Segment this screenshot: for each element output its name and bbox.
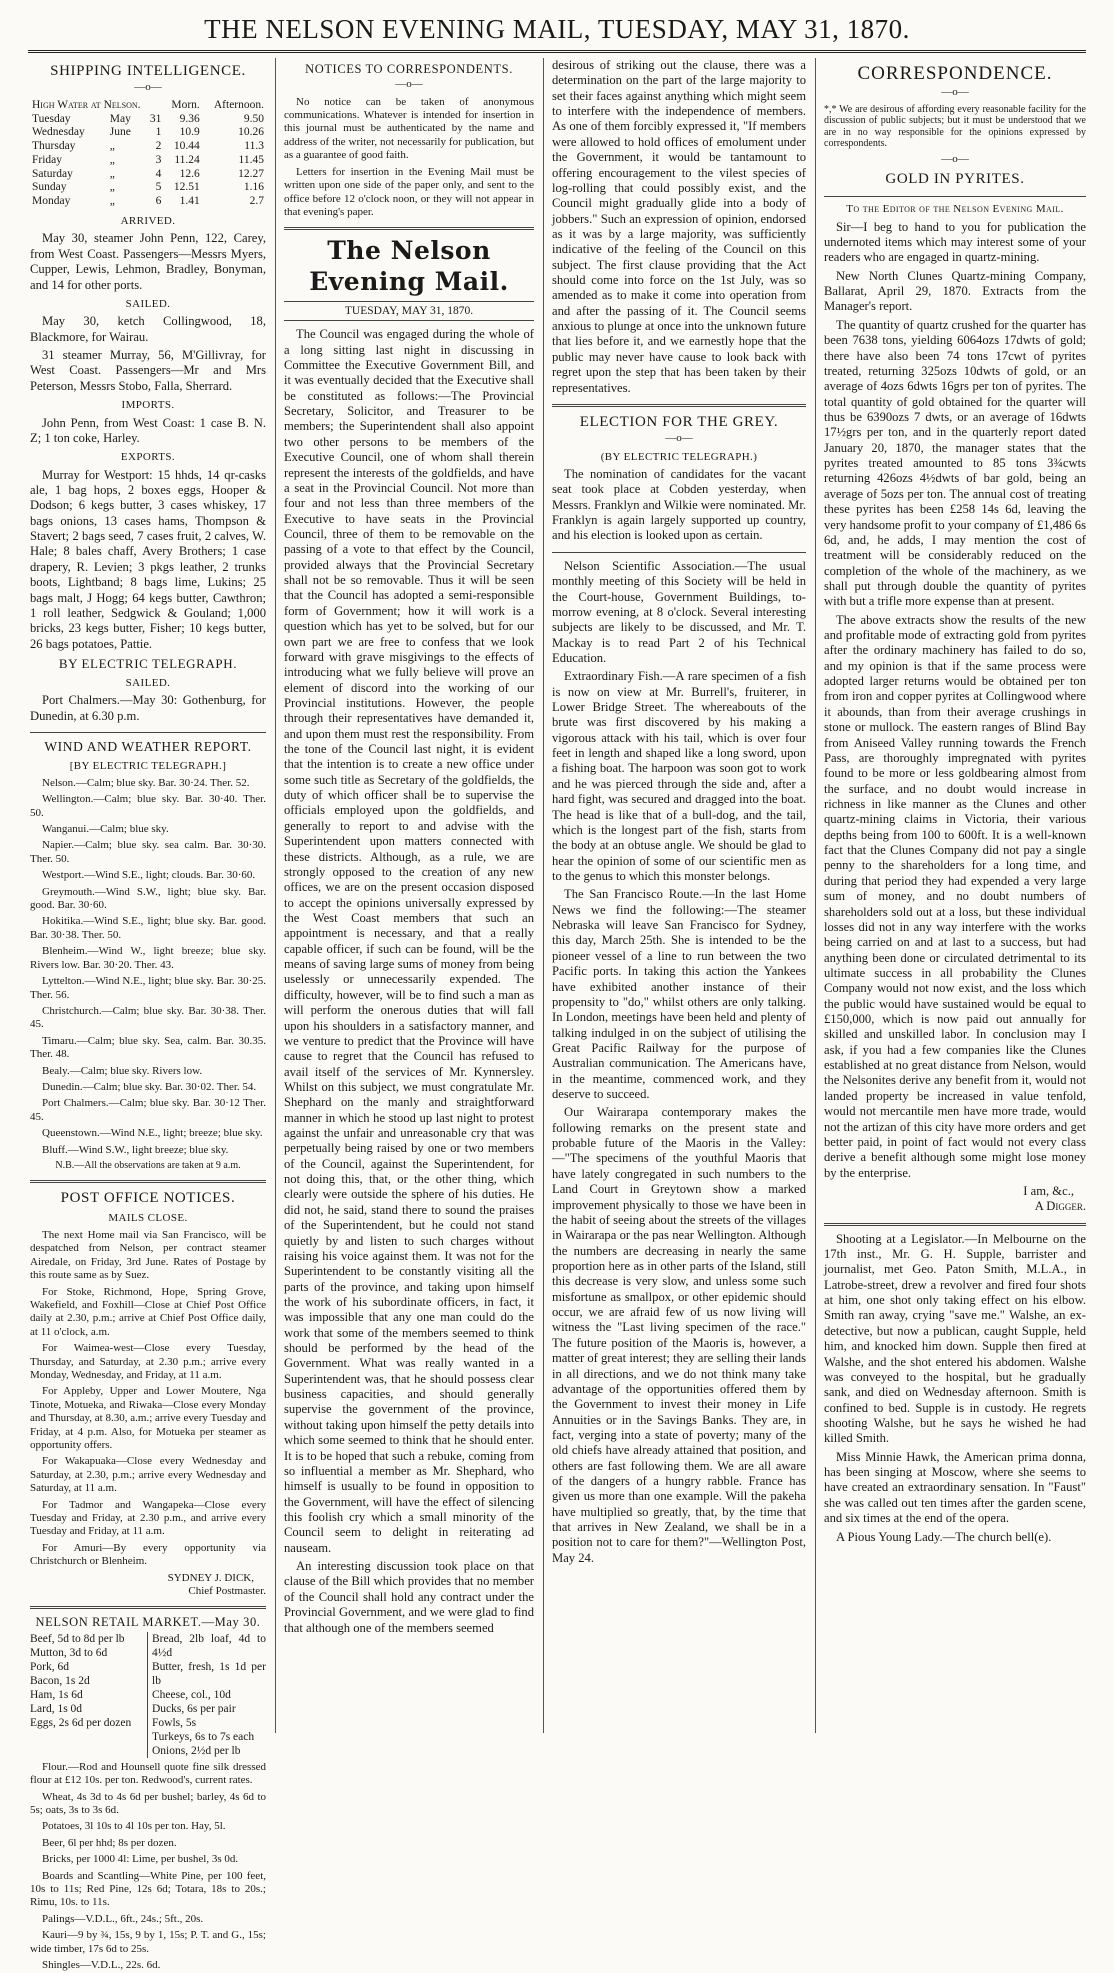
telegraph-sailed-heading: SAILED. xyxy=(125,676,171,689)
letter-paragraph: The quantity of quartz crushed for the quarter has been 7638 tons, yielding 6064ozs 17dwts of gold; there have also been 74 tons 17cwt of pyrites treated, returning 325ozs 10dwts of gold, or an average of 4ozs 6dwts 16grs per ton of pyrites. The total quantity of gold obtained for the quarter will thus be 6390ozs 7 dwts, or an average of 16dwts 17½grs per ton, and in the quarterly report dated January 20, 1870, the manager states that the pyrites treated amounted to 85 tons 3¾cwts returning 426ozs 4½dwts of bar gold, being an average of 5ozs per ton. The annual cost of treating these pyrites has been £258 14s 6d, leaving the very handsome profit to your company of £1,486 6s 6d, and, he adds, I may mention the cost of treatment will be considerably reduced on the completion of the whole of the machinery, as we shall put through double the quantity of pyrites with but a trifle more expense than at present. xyxy=(824,317,1086,609)
post-office-item: For Appleby, Upper and Lower Moutere, Nga Tinote, Motueka, and Riwaka—Close every Monday and Thursday, at 8.30, a.m.; arrive every Tuesday and Friday, at 4 p.m. Also, for Motueka per steamer as opportunity offers. xyxy=(30,1385,266,1451)
tide-row: Monday „ 6 1.41 2.7 xyxy=(32,195,264,208)
exports-text: Murray for Westport: 15 hhds, 14 qr-casks ale, 1 bag hops, 2 boxes eggs, Hooper & Dodson; 6 kegs butter, 3 cases whiskey, 17 bags onions, 13 cases hams, Thompson & Stavert; 2 bags seed, 7 cases fruit, 2 calves, W. Hale; 8 bales chaff, Avery Brothers; 1 case drapery, R. Levien; 3 pkgs leather, 2 trunks boots, Lightband; 8 bags lime, Lukins; 25 bags malt, J Hogg; 64 kegs butter, Cawthron; 1 roll leather, Sedgwick & Gouland; 1,000 bricks, 23 kegs butter, Fisher; 10 kegs butter, 26 bags potatoes, Pattie. xyxy=(30,467,266,651)
notice-paragraph: Letters for insertion in the Evening Mail must be written upon one side of the paper only, and sent to the office before 12 o'clock noon, or they will not appear in that evening's paper. xyxy=(284,165,534,218)
section-rule xyxy=(552,404,806,407)
tide-row: Tuesday May 31 9.36 9.50 xyxy=(32,112,264,125)
weather-report: Wellington.—Calm; blue sky. Bar. 30·40. Ther. 50. xyxy=(30,793,266,819)
exports-heading: EXPORTS. xyxy=(120,451,176,464)
news-item: Miss Minnie Hawk, the American prima donna, has been singing at Moscow, where she seems to have created an extraordinary sensation. In "Faust" she was called out ten times after the garden scene, and six times at the end of the opera. xyxy=(824,1449,1086,1526)
column-3 xyxy=(552,58,806,1733)
column-2 xyxy=(284,58,534,1733)
post-office-intro: The next Home mail via San Francisco, will be despatched from Nelson, per contract steamer Airedale, on Friday, 3rd June. Rates of Postage by this route same as by Suez. xyxy=(30,1228,266,1282)
ornament: —o— xyxy=(941,152,969,165)
shipping-heading: SHIPPING INTELLIGENCE. xyxy=(50,63,246,79)
market-note: Wheat, 4s 3d to 4s 6d per bushel; barley, 4s 6d to 5s; oats, 3s to 3s 6d. xyxy=(30,1790,266,1817)
ornament: —o— xyxy=(665,432,693,445)
tide-table xyxy=(30,99,266,209)
weather-report: Bluff.—Wind S.W., light breeze; blue sky. xyxy=(42,1143,229,1156)
post-office-item: For Tadmor and Wangapeka—Close every Tuesday and Friday, at 2.30 p.m., and arrive every Tuesday and Friday, at 11 a.m. xyxy=(30,1498,266,1538)
news-item: Extraordinary Fish.—A rare specimen of a fish is now on view at Mr. Burrell's, fruiterer, in Lower Bridge Street. The whereabouts of the brute was first discovered by his making a vigorous attack with his tail, which is over four feet in length and shaped like a long sword, upon a fishing boat. The harpoon was soon got to work and he was pierced through the side and, after a hard fight, was secured and dragged into the boat. The head is like that of a bull-dog, and the tail, which is the longest part of the fish, starts from the body at an obtuse angle. We should be glad to hear the opinion of some of our scientific men as to the genus to which this monster belongs. xyxy=(552,669,806,883)
section-rule xyxy=(552,552,806,553)
weather-report: Port Chalmers.—Calm; blue sky. Bar. 30·12 Ther. 45. xyxy=(30,1097,266,1123)
correspondence-notice: *,* We are desirous of affording every reasonable facility for the discussion of public subjects; but it must be understood that we are in no way responsible for the opinions expressed by correspondents. xyxy=(824,103,1086,150)
tide-header: Afternoon. xyxy=(213,98,264,111)
weather-heading: WIND AND WEATHER REPORT. xyxy=(44,738,252,754)
market-note: Flour.—Rod and Hounsell quote fine silk dressed flour at £12 10s. per ton. Redwood's, current rates. xyxy=(30,1760,266,1787)
letter-paragraph: New North Clunes Quartz-mining Company, Ballarat, April 29, 1870. Extracts from the Manager's report. xyxy=(824,268,1086,314)
letter-heading: GOLD IN PYRITES. xyxy=(885,170,1025,187)
masthead: THE NELSON EVENING MAIL, TUESDAY, MAY 31, 1870. xyxy=(204,14,910,44)
section-rule xyxy=(824,1223,1086,1226)
weather-report: Lyttelton.—Wind N.E., light; blue sky. Bar. 30·25. Ther. 56. xyxy=(30,975,266,1001)
editorial-paragraph: An interesting discussion took place on that clause of the Bill which provides that no member of the Council shall hold any contract under the Provincial Government, and we were glad to find that although one of the members seemed xyxy=(284,1559,534,1635)
post-office-notices xyxy=(30,1229,266,1599)
weather-report: Westport.—Wind S.E., light; clouds. Bar. 30·60. xyxy=(42,869,256,882)
correspondence-heading: CORRESPONDENCE. xyxy=(857,63,1053,84)
notice-paragraph: No notice can be taken of anonymous communications. Whatever is intended for insertion in this journal must be authenticated by the name and address of the writer, not necessarily for publication, but as a guarantee of good faith. xyxy=(284,95,534,162)
paper-title: The Nelson Evening Mail. xyxy=(309,236,509,296)
letter-closing: I am, &c., xyxy=(1023,1183,1074,1198)
ornament: —o— xyxy=(134,81,162,94)
notices-text xyxy=(284,96,534,220)
section-rule xyxy=(30,1180,266,1183)
telegraph-text: Port Chalmers.—May 30: Gothenburg, for Dunedin, at 6.30 p.m. xyxy=(30,693,266,723)
section-rule xyxy=(30,1606,266,1609)
arrived-text: May 30, steamer John Penn, 122, Carey, from West Coast. Passengers—Messrs Myers, Cupper, Lewis, Lehmon, Bradley, Bonyman, and 14 for other ports. xyxy=(30,231,266,292)
weather-report: Nelson.—Calm; blue sky. Bar. 30·24. Ther. 52. xyxy=(42,776,250,789)
section-rule xyxy=(824,196,1086,197)
weather-sub: [BY ELECTRIC TELEGRAPH.] xyxy=(69,760,227,773)
editorial-continuation: desirous of striking out the clause, there was a determination on the part of the large majority to set their faces against anything which might seem to interfere with the independence of members. As one of them forcibly expressed it, "If members were allowed to hold offices of emolument under the Government, it would be tantamount to offering encouragement to the vilest species of log-rolling that could possibly exist, and the Council might gradually glide into a body of jobbers." Such an expression of opinion, endorsed as it was by a large majority, was sufficiently indicative of the feeling of the Council on this subject. The first clause providing that the Act should come into force on the 1st July, was so amended as to make it come into operation from and after the passing of it. The Council seems anxious to plunge at once into the unknown future that lies before it, and we earnestly hope that the public may never have cause to look back with regret upon the step that has been taken by their representatives. xyxy=(552,58,806,395)
market-right-column: Bread, 2lb loaf, 4d to 4½d Butter, fresh, 1s 1d per lb Cheese, col., 10d Ducks, 6s per pair Fowls, 5s Turkeys, 6s to 7s each Onions, 2½d per lb xyxy=(152,1632,266,1757)
ornament: —o— xyxy=(941,86,969,99)
tide-header: Morn. xyxy=(171,98,200,111)
letter-address: To the Editor of the Nelson Evening Mail. xyxy=(846,203,1064,216)
section-rule xyxy=(284,227,534,230)
weather-report: Dunedin.—Calm; blue sky. Bar. 30·02. Ther. 54. xyxy=(42,1080,257,1093)
postmaster-signature: SYDNEY J. DICK, xyxy=(167,1571,254,1584)
weather-report: Wanganui.—Calm; blue sky. xyxy=(42,823,169,836)
market-note: Kauri—9 by ¾, 15s, 9 by 1, 15s; P. T. and G., 15s; wide timber, 17s 6d to 25s. xyxy=(30,1929,266,1955)
post-office-item: For Amuri—By every opportunity via Christchurch or Blenheim. xyxy=(30,1541,266,1568)
letter-paragraph: Sir—I beg to hand to you for publication the undernoted items which may interest some of your readers who are engaged in quartz-mining. xyxy=(824,219,1086,265)
imports-heading: IMPORTS. xyxy=(121,399,175,412)
post-office-item: For Wakapuaka—Close every Wednesday and Saturday, at 2.30, p.m.; arrive every Wednesday and Saturday, at 11 a.m. xyxy=(30,1455,266,1495)
ornament: —o— xyxy=(395,78,423,91)
sailed-text: May 30, ketch Collingwood, 18, Blackmore, for Wairau. xyxy=(30,314,266,344)
market-note: Palings—V.D.L., 6ft., 24s.; 5ft., 20s. xyxy=(42,1912,204,1925)
news-item: Nelson Scientific Association.—The usual monthly meeting of this Society will be held in the Court-house, Government Buildings, to-morrow evening, at 8 o'clock. Several interesting subjects are likely to be discussed, and Mr. T. Mackay is to read Part 2 of his Technical Education. xyxy=(552,558,806,665)
sailed-heading: SAILED. xyxy=(125,297,171,310)
column-rule xyxy=(543,58,544,1733)
editorial-paragraph: The Council was engaged during the whole of a long sitting last night in discussing in Committee the Executive Government Bill, and it was eventually decided that the Executive shall be constituted as follows:—The Provincial Secretary, Solicitor, and Treasurer to be members; the Superintendent shall also appoint two other persons to be members of the Executive Council, one of whom shall therein represent the interests of the goldfields, and have a seat in the Provincial Council. Not more than four and not less than three members of the Executive to have seats in the Provincial Council, three of them to be removable on the passing of a vote to that effect by the Council, provided always that the Provincial Secretary shall not be so removable. Thus it will be seen that the Council has adopted a semi-responsible form of Government; how it will work is a question which has yet to be solved, but for our own part we are free to confess that we look forward with grave misgivings to the effects of introducing what we fully believe will prove an element of discord into the working of our Provincial institutions. However, the people through their representatives have demanded it, and upon them must rest the responsibility. From the tone of the Council last night, it is evident that the intention is to create a new office under some such title as Secretary of the goldfields, the duty of which officer shall be to supervise the officials employed upon the goldfields, and generally to report to and advise with the Superintendent upon matters connected with these districts. Although, as a rule, we are strongly opposed to the creation of any new offices, we are on the present occasion disposed to accept the opinions universally expressed by the West Coast members that such an appointment is necessary, and that a really capable officer, if such can be found, will be the means of saving large sums of money from being uselessly or unnecessarily expended. The difficulty, however, will be to find such a man as will perform the onerous duties that will fall upon his shoulders in a satisfactory manner, and we venture to predict that the Province will have cause to regret that the Council has refused to avail itself of the services of Mr. Kynnersley. Whilst on this subject, we must congratulate Mr. Shephard on the manly and straightforward manner in which he stood up last night to protest against the unfair and unreasonable cry that was perpetually being raised by one or two members of the Council, against the Superintendent, for not doing this, that, or the other thing, which clearly were outside the sphere of his duties. He did not, he said, stand there to sound the praises of the Superintendent, but he could not stand quietly by and listen to such charges without raising his voice against them. It was not for the Superintendent to be constantly visiting all the parts of the province, and taking upon himself the work of his subordinate officers, in fact, it was impossible that any one man could do the work that some of the members seemed to think should be performed by the head of the Government. What was really wanted in a Superintendent was, that he should possess clear business capacities, and should generally supervise the government of the province, without taking upon himself the petty details into which some seemed to think that he should enter. It is to be hoped that such a rebuke, coming from so influential a member as Mr. Shephard, who himself is usually to be found in opposition to the Government, will have the effect of silencing this foolish cry which a small minority of the Council seem to delight in reiterating ad nauseam. xyxy=(284,327,534,1555)
weather-report: Napier.—Calm; blue sky. sea calm. Bar. 30·30. Ther. 50. xyxy=(30,839,266,865)
weather-report: Christchurch.—Calm; blue sky. Bar. 30·38. Ther. 45. xyxy=(30,1004,266,1031)
post-office-item: For Stoke, Richmond, Hope, Spring Grove, Wakefield, and Foxhill—Close at Chief Post Office daily at 2.30, p.m.; arrive at Chief Post Office daily, at 11 o'clock, a.m. xyxy=(30,1285,266,1338)
editorial-dateline: TUESDAY, MAY 31, 1870. xyxy=(284,301,534,321)
news-item: A Pious Young Lady.—The church bell(e). xyxy=(836,1529,1052,1544)
column-rule xyxy=(815,58,816,1733)
weather-reports xyxy=(30,777,266,1172)
weather-note: N.B.—All the observations are taken at 9 a.m. xyxy=(55,1159,241,1171)
telegraph-heading: BY ELECTRIC TELEGRAPH. xyxy=(58,655,238,671)
column-4 xyxy=(824,58,1086,1733)
weather-report: Queenstown.—Wind N.E., light; breeze; blue sky. xyxy=(42,1127,263,1140)
market-note: Potatoes, 3l 10s to 4l 10s per ton. Hay, 5l. xyxy=(42,1820,226,1833)
news-item: Our Wairarapa contemporary makes the following remarks on the present state and probable future of the Maoris in the Valley:—"The specimens of the youthful Maoris that have lately congregated in such numbers to the Land Court in Greytown show a marked improvement physically to those we have been in the habit of seeing about the streets of the villages in Wairarapa or the pas near Wellington. Although the numbers are decreasing in nearly the same proportion here as in other parts of the Island, still this decrease is very slow, and unless some such misfortune as smallpox, or other epidemic should occur, we are afraid few of us now living will witness the "Last living specimen of the race." The future position of the Maoris is, however, a matter of great interest; they are selling their lands in all directions, and we do not think many take advantage of the opportunities offered them by the Government to invest their money in Life Annuities or in the Savings Banks. They are, in fact, verging into a state of poverty; many of the old chiefs have already attained that position, and others are fast following them. We are all aware of the dangers of a hungry rabble. France has given us more than one example. Will the pakeha have multiplied so greatly, that, by the time that that arrives in New Zealand, we shall be in a position not to care for them?"—Wellington Post, May 24. xyxy=(552,1105,806,1565)
weather-report: Hokitika.—Wind S.E., light; blue sky. Bar. good. Bar. 30·38. Ther. 50. xyxy=(30,915,266,941)
market-table xyxy=(30,1632,266,1758)
section-rule xyxy=(30,732,266,733)
imports-text: John Penn, from West Coast: 1 case B. N. Z; 1 ton coke, Harley. xyxy=(30,415,266,445)
market-left-column: Beef, 5d to 8d per lb Mutton, 3d to 6d Pork, 6d Bacon, 1s 2d Ham, 1s 6d Lard, 1s 0d Eggs, 2s 6d per dozen xyxy=(30,1632,148,1758)
news-item: Shooting at a Legislator.—In Melbourne on the 17th inst., Mr. G. H. Supple, barrister and journalist, met Geo. Paton Smith, M.L.A., in Latrobe-street, drew a revolver and fired four shots at him, one shot only taking effect on his elbow. Smith ran away, crying "save me." Walshe, an ex-detective, but now a publican, caught Supple, held him, and knocked him down. Supple then fired at Walshe, and the shot entered his abdomen. Walshe was conveyed to the hospital, but he gradually sank, and died on Wednesday afternoon. Smith is confined to bed. Supple is in custody. He regrets shooting Walshe, but he says he wished he had killed Smith. xyxy=(824,1231,1086,1446)
tide-header: High Water at Nelson. xyxy=(32,98,141,111)
weather-report: Timaru.—Calm; blue sky. Sea, calm. Bar. 30.35. Ther. 48. xyxy=(30,1034,266,1061)
sailed-text: 31 steamer Murray, 56, M'Gillivray, for West Coast. Passengers—Mr and Mrs Peterson, Messrs Stobo, Falla, Sherrard. xyxy=(30,348,266,393)
tide-row: Friday „ 3 11.24 11.45 xyxy=(32,153,264,166)
market-note: Shingles—V.D.L., 22s. 6d. xyxy=(42,1959,161,1972)
column-1 xyxy=(30,58,266,1972)
tide-row: Thursday „ 2 10.44 11.3 xyxy=(32,140,264,153)
market-note: Boards and Scantling—White Pine, per 100 feet, 10s to 11s; Red Pine, 12s 6d; Totara, 18s to 20s.; Rimu, 10s. to 11s. xyxy=(30,1869,266,1909)
postmaster-title: Chief Postmaster. xyxy=(188,1585,266,1598)
weather-report: Bealy.—Calm; blue sky. Rivers low. xyxy=(42,1064,203,1077)
election-heading: ELECTION FOR THE GREY. xyxy=(579,413,779,430)
weather-report: Greymouth.—Wind S.W., light; blue sky. Bar. good. Bar. 30·60. xyxy=(30,885,266,912)
letter-paragraph: The above extracts show the results of the new and profitable mode of extracting gold from pyrites after the ordinary machinery has failed to do so, and my opinion is that if the same process were adopted larger returns would be obtained per ton from iron and copper pyrites at Collingwood where it abounds, than from their average crushings in stone or mullock. The eastern ranges of Blind Bay from Aniseed Valley running towards the French Pass, are thoroughly impregnated with pyrites found to be more or less goldbearing almost from the surface, and no doubt would increase in richness in like manner as the Clunes and other quartz-mining claims in Victoria, their various depths being from 100 to 600ft. It is a well-known fact that the Clunes Company did not pay a single penny to the shareholders for a long time, and during that period they had expended a very large sum of money, and no doubt numbers of shareholders sold out at a loss, but these individual losses did not in any way interfere with the works being carried on and at last to a success, but had anything been done or circulated detrimental to its ultimate success in all probability the Clunes Company would not now exist, and the loss which the public would have sustained would be equal to £150,000, which is now paid out annually for skilled and unskilled labor. In conclusion may I ask, if you had a few companies like the Clunes established at no great distance from Nelson, would the Nelsonites derive any benefit from it, would not landed property be increased in value tenfold, would not mercantile men have more trade, would not the artizan of this city have more orders and get better paid, in point of fact would not every class derive a benefit although some might lose money by the enterprise. xyxy=(824,612,1086,1180)
market-notes xyxy=(30,1761,266,1973)
letter-signature: A Digger. xyxy=(1034,1199,1086,1214)
tide-row: Wednesday June 1 10.9 10.26 xyxy=(32,126,264,139)
market-heading: NELSON RETAIL MARKET.—May 30. xyxy=(35,1615,261,1630)
market-note: Beer, 6l per hhd; 8s per dozen. xyxy=(42,1836,177,1849)
election-text: The nomination of candidates for the vacant seat took place at Cobden yesterday, when Messrs. Franklyn and Wilkie were nominated. Mr. Franklyn is again largely supported up country, and his election is looked upon as certain. xyxy=(552,467,806,543)
news-item: The San Francisco Route.—In the last Home News we find the following:—The steamer Nebraska will leave San Francisco for Sydney, this day, March 25th. She is intended to be the pioneer vessel of a line to run between the two Pacific ports. In taking this action the Yankees have exhibited another instance of their propensity to "do," whilst others are only talking. In London, meetings have been held and plenty of talking indulged in on the subject of utilising the Great Pacific Railway for the purpose of Australian communication. The Americans have, in the meantime, commenced work, and they deserve to succeed. xyxy=(552,887,806,1102)
masthead-rule xyxy=(28,50,1086,53)
arrived-heading: ARRIVED. xyxy=(120,215,176,228)
post-office-heading: POST OFFICE NOTICES. xyxy=(60,1190,236,1207)
column-rule xyxy=(275,58,276,1733)
tide-row: Sunday „ 5 12.51 1.16 xyxy=(32,181,264,194)
weather-report: Blenheim.—Wind W., light breeze; blue sky. Rivers low. Bar. 30·20. Ther. 43. xyxy=(30,945,266,971)
tide-row: Saturday „ 4 12.6 12.27 xyxy=(32,167,264,180)
notices-heading: NOTICES TO CORRESPONDENTS. xyxy=(305,62,513,76)
election-sub: (BY ELECTRIC TELEGRAPH.) xyxy=(600,450,758,463)
market-note: Bricks, per 1000 4l: Lime, per bushel, 3s 0d. xyxy=(42,1853,239,1866)
mails-close-heading: MAILS CLOSE. xyxy=(108,1212,188,1225)
post-office-item: For Waimea-west—Close every Tuesday, Thursday, and Saturday, at 2.30 p.m.; arrive every Monday, Wednesday, and Friday, at 11 a.m. xyxy=(30,1342,266,1381)
